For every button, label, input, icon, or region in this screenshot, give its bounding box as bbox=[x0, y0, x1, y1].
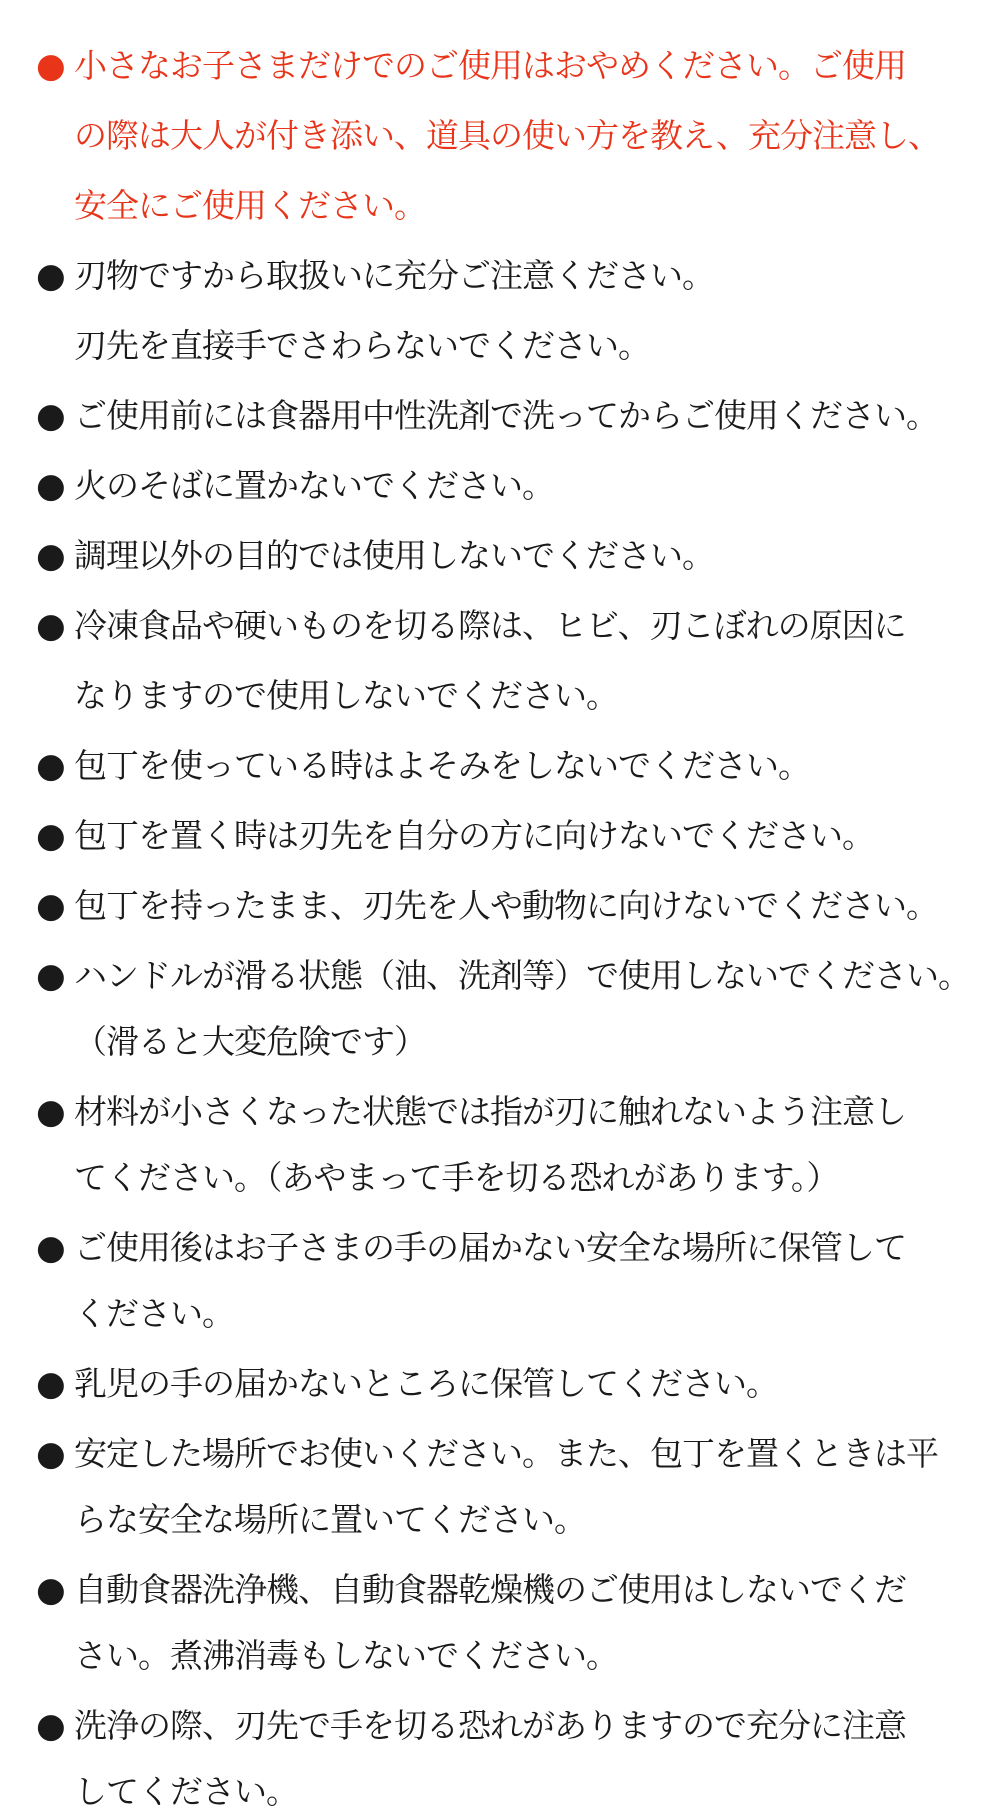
notice-stable-place bbox=[36, 1410, 970, 1546]
notice-storage-infants bbox=[36, 1340, 970, 1410]
notice-no-distraction bbox=[36, 722, 970, 792]
bullet-icon: ● bbox=[36, 1364, 66, 1404]
notice-washing-care bbox=[36, 1682, 970, 1818]
notice-line: ご使用前には食器用中性洗剤で洗ってからご使用ください。 bbox=[74, 396, 938, 435]
notice-line: 包丁を使っている時はよそみをしないでください。 bbox=[74, 746, 810, 785]
bullet-icon: ● bbox=[36, 1570, 66, 1610]
notice-storage-children bbox=[36, 1204, 970, 1340]
notice-text bbox=[74, 232, 970, 372]
notice-line: 調理以外の目的では使用しないでください。 bbox=[74, 536, 714, 575]
notice-keep-from-fire bbox=[36, 442, 970, 512]
bullet-icon: ● bbox=[36, 396, 66, 436]
bullet-icon: ● bbox=[36, 746, 66, 786]
notice-line: 火のそばに置かないでください。 bbox=[74, 466, 554, 505]
notice-text bbox=[74, 862, 970, 932]
notice-line: 安全にご使用ください。 bbox=[74, 186, 426, 225]
notice-line: 包丁を置く時は刃先を自分の方に向けないでください。 bbox=[74, 816, 874, 855]
notice-frozen-food bbox=[36, 582, 970, 722]
bullet-icon: ● bbox=[36, 466, 66, 506]
bullet-icon: ● bbox=[36, 256, 66, 296]
notice-text bbox=[74, 932, 970, 1068]
notice-text bbox=[74, 582, 970, 722]
notice-cooking-only bbox=[36, 512, 970, 582]
notice-dishwasher bbox=[36, 1546, 970, 1682]
bullet-icon: ● bbox=[36, 816, 66, 856]
notice-text bbox=[74, 512, 970, 582]
notice-placing-knife bbox=[36, 792, 970, 862]
notice-text bbox=[74, 1410, 970, 1546]
notice-line: 小さなお子さまだけでのご使用はおやめください。ご使用 bbox=[74, 46, 906, 85]
notice-pointing-knife bbox=[36, 862, 970, 932]
notice-line: ハンドルが滑る状態（油、洗剤等）で使用しないでください。 bbox=[74, 956, 970, 995]
notice-text bbox=[74, 22, 970, 232]
notice-line: してください。 bbox=[74, 1772, 298, 1811]
bullet-icon: ● bbox=[36, 886, 66, 926]
notice-text bbox=[74, 442, 970, 512]
bullet-icon: ● bbox=[36, 606, 66, 646]
notice-text bbox=[74, 1340, 970, 1410]
notice-line: 包丁を持ったまま、刃先を人や動物に向けないでください。 bbox=[74, 886, 938, 925]
notice-line: てください。（あやまって手を切る恐れがあります。） bbox=[74, 1158, 839, 1197]
notice-line: 材料が小さくなった状態では指が刃に触れないよう注意し bbox=[74, 1092, 906, 1131]
notice-text bbox=[74, 1682, 970, 1818]
notice-line: 乳児の手の届かないところに保管してください。 bbox=[74, 1364, 778, 1403]
notice-small-ingredients bbox=[36, 1068, 970, 1204]
notice-line: なりますので使用しないでください。 bbox=[74, 676, 618, 715]
bullet-icon: ● bbox=[36, 46, 66, 86]
notice-line: の際は大人が付き添い、道具の使い方を教え、充分注意し、 bbox=[74, 116, 940, 155]
notice-line: らな安全な場所に置いてください。 bbox=[74, 1500, 586, 1539]
notice-blade-handling bbox=[36, 232, 970, 372]
notice-slippery-handle bbox=[36, 932, 970, 1068]
notice-text bbox=[74, 1546, 970, 1682]
bullet-icon: ● bbox=[36, 1706, 66, 1746]
notice-child-supervision bbox=[36, 22, 970, 232]
notice-text bbox=[74, 1204, 970, 1340]
bullet-icon: ● bbox=[36, 1228, 66, 1268]
bullet-icon: ● bbox=[36, 1434, 66, 1474]
notice-line: 刃先を直接手でさわらないでください。 bbox=[74, 326, 650, 365]
notice-text bbox=[74, 372, 970, 442]
notice-line: 刃物ですから取扱いに充分ご注意ください。 bbox=[74, 256, 714, 295]
bullet-icon: ● bbox=[36, 1092, 66, 1132]
notice-line: （滑ると大変危険です） bbox=[74, 1022, 426, 1061]
notice-text bbox=[74, 1068, 970, 1204]
notice-line: 洗浄の際、刃先で手を切る恐れがありますので充分に注意 bbox=[74, 1706, 906, 1745]
notice-text bbox=[74, 722, 970, 792]
bullet-icon: ● bbox=[36, 536, 66, 576]
notice-line: ご使用後はお子さまの手の届かない安全な場所に保管して bbox=[74, 1228, 906, 1267]
notice-text bbox=[74, 792, 970, 862]
notice-line: 自動食器洗浄機、自動食器乾燥機のご使用はしないでくだ bbox=[74, 1570, 906, 1609]
notice-line: ください。 bbox=[74, 1294, 234, 1333]
notice-line: 安定した場所でお使いください。また、包丁を置くときは平 bbox=[74, 1434, 938, 1473]
notice-line: さい。煮沸消毒もしないでください。 bbox=[74, 1636, 618, 1675]
notice-wash-before-use bbox=[36, 372, 970, 442]
bullet-icon: ● bbox=[36, 956, 66, 996]
notice-line: 冷凍食品や硬いものを切る際は、ヒビ、刃こぼれの原因に bbox=[74, 606, 906, 645]
